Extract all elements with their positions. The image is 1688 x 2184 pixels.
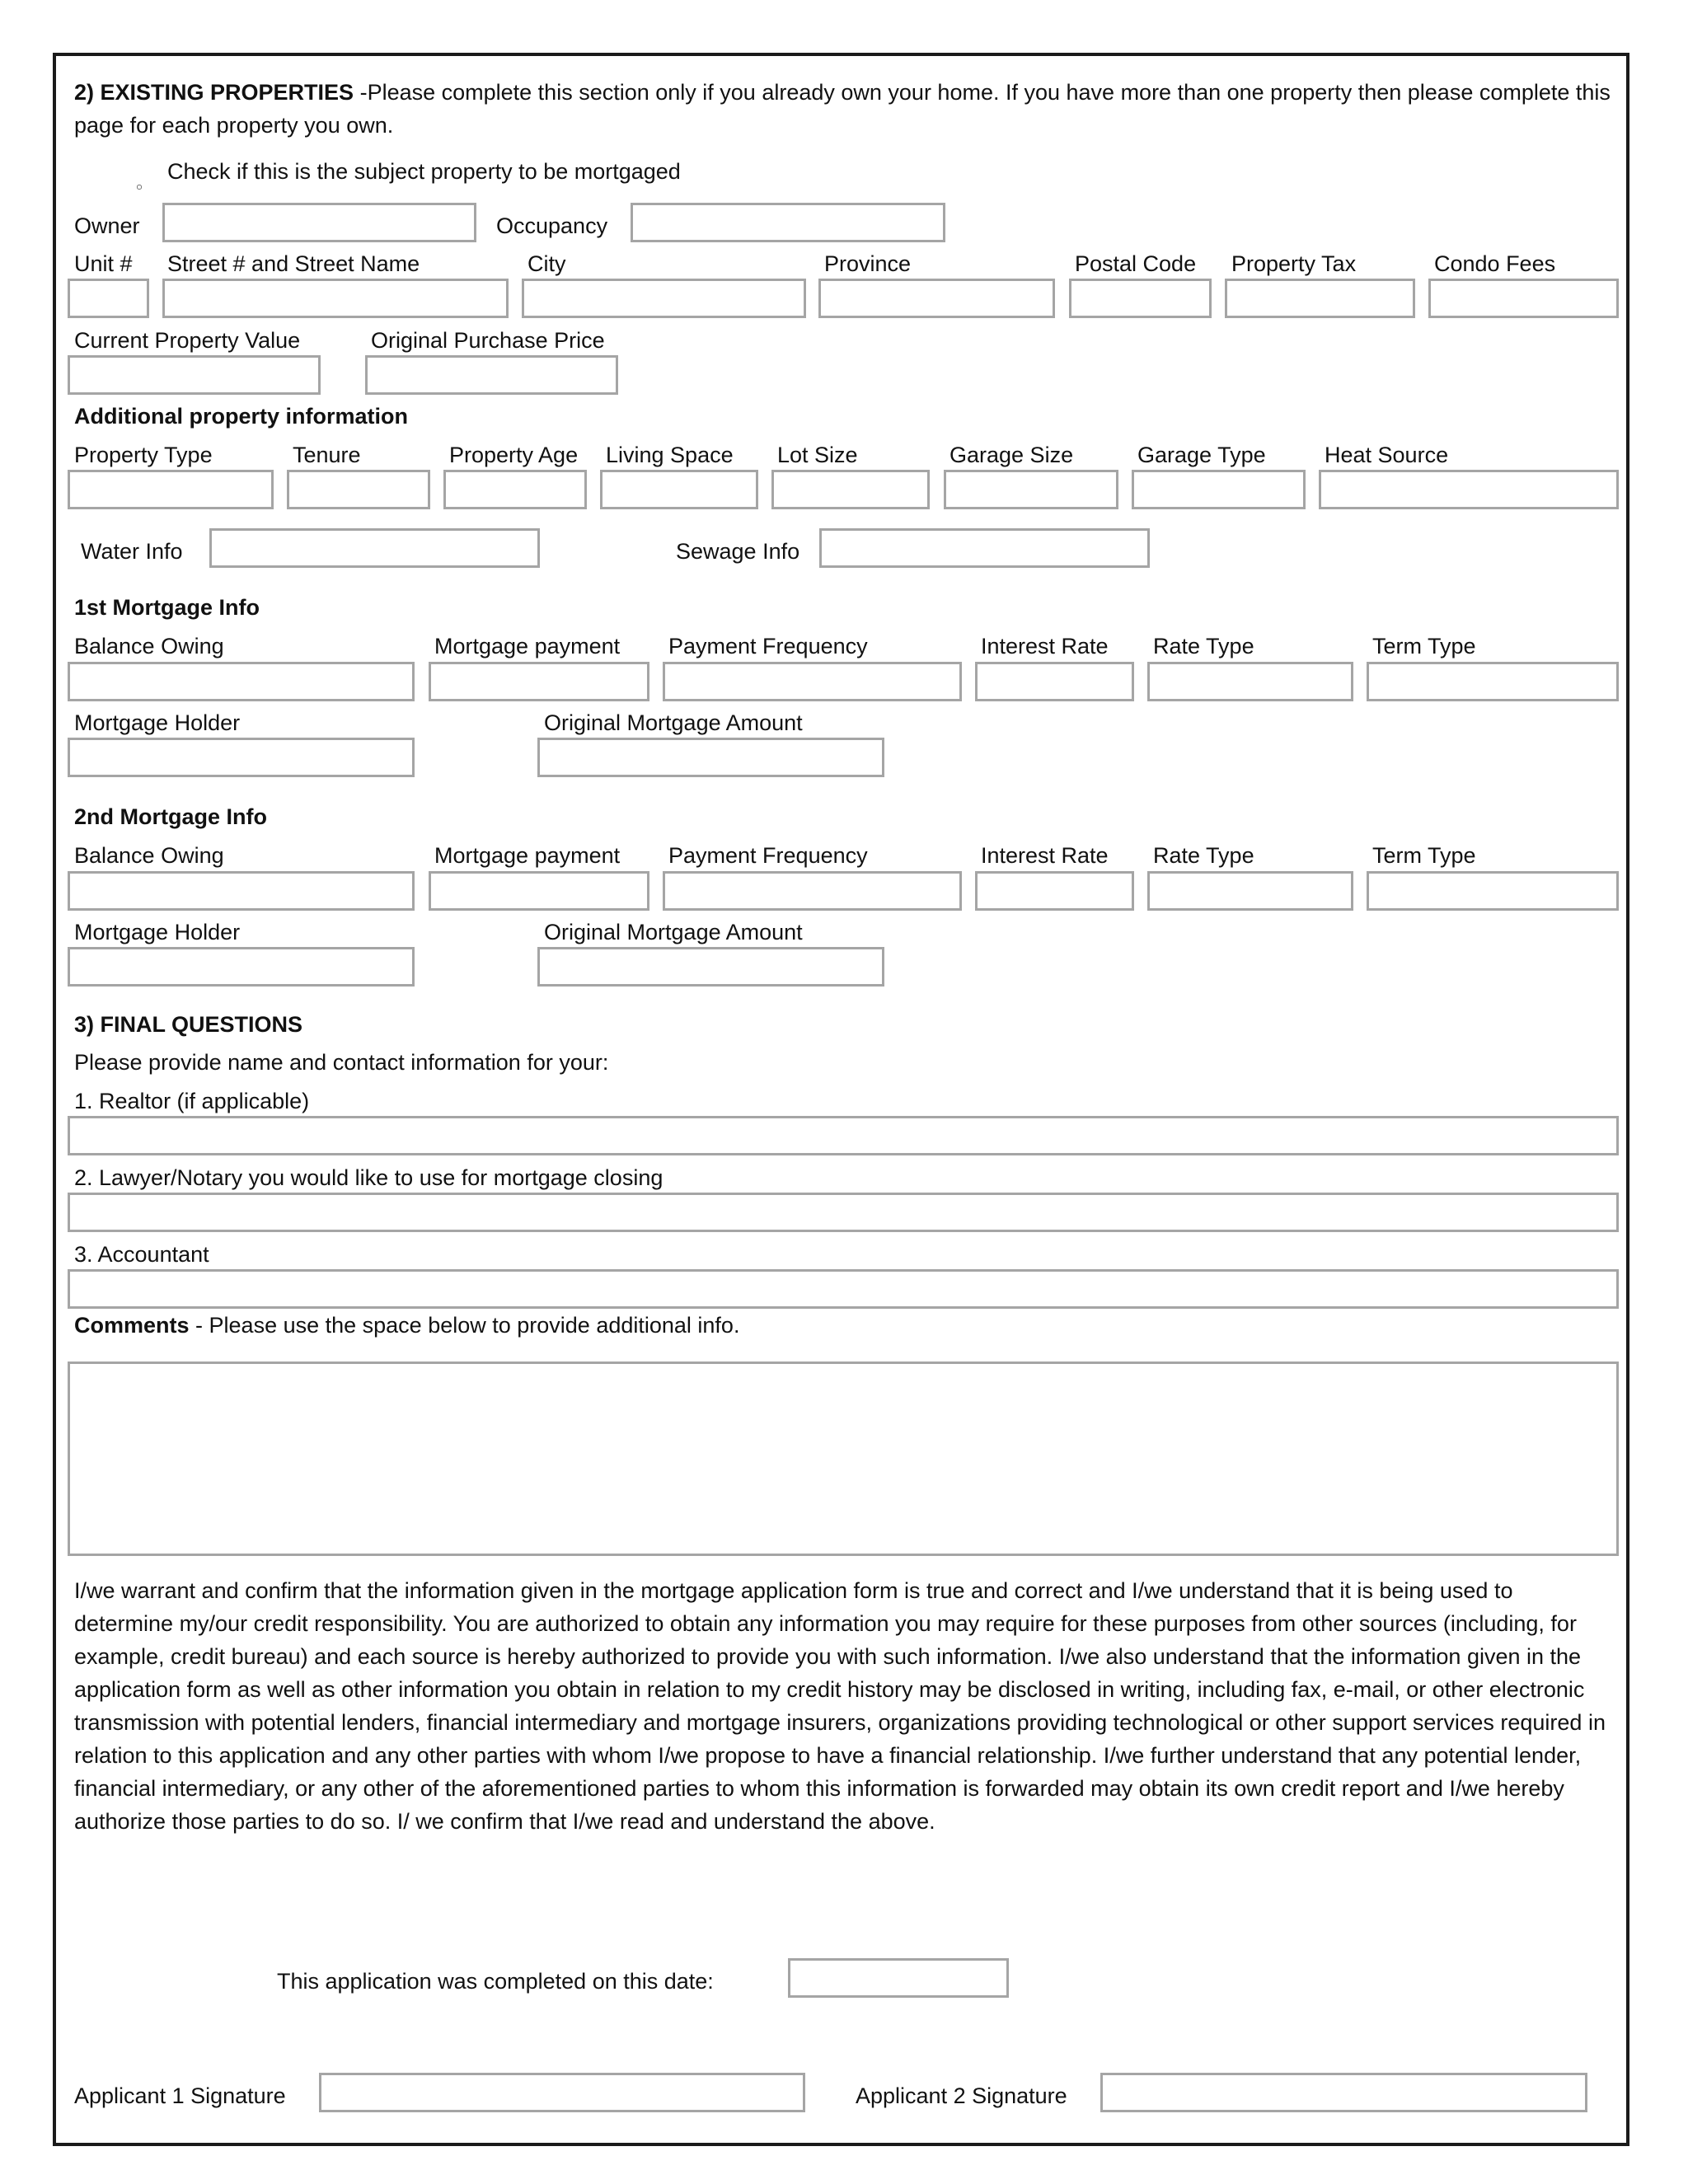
heat-source-field[interactable] [1319,470,1619,509]
m2-balance-label: Balance Owing [74,843,224,868]
heat-source-label: Heat Source [1325,443,1449,467]
water-info-label: Water Info [81,539,183,564]
lawyer-label: 2. Lawyer/Notary you would like to use for mortgage closing [74,1165,663,1190]
accountant-field[interactable] [68,1269,1619,1309]
mortgage1-heading: 1st Mortgage Info [74,595,260,620]
purchase-price-label: Original Purchase Price [371,328,605,353]
m1-original-amount-field[interactable] [537,738,884,777]
m1-term-type-field[interactable] [1367,662,1619,701]
m1-balance-field[interactable] [68,662,415,701]
owner-field[interactable] [162,203,476,242]
completion-date-field[interactable] [788,1958,1009,1998]
sewage-info-label: Sewage Info [676,539,800,564]
city-label: City [528,251,566,276]
contact-prompt: Please provide name and contact information for your: [74,1050,609,1075]
lot-size-field[interactable] [771,470,930,509]
current-value-field[interactable] [68,355,321,395]
property-tax-field[interactable] [1225,279,1415,318]
tenure-field[interactable] [287,470,430,509]
m2-term-type-label: Term Type [1372,843,1476,868]
lot-size-label: Lot Size [777,443,858,467]
applicant1-signature-label: Applicant 1 Signature [74,2083,286,2108]
m1-rate-type-label: Rate Type [1153,634,1254,658]
property-type-field[interactable] [68,470,274,509]
subject-property-label: Check if this is the subject property to be mortgaged [167,159,681,184]
m1-original-amount-label: Original Mortgage Amount [544,710,803,735]
m1-term-type-label: Term Type [1372,634,1476,658]
garage-size-field[interactable] [944,470,1118,509]
street-label: Street # and Street Name [167,251,420,276]
city-field[interactable] [522,279,806,318]
applicant2-signature-field[interactable] [1100,2073,1587,2112]
subject-property-checkbox[interactable] [132,185,147,190]
tenure-label: Tenure [293,443,361,467]
province-field[interactable] [818,279,1055,318]
m2-rate-type-label: Rate Type [1153,843,1254,868]
realtor-field[interactable] [68,1116,1619,1155]
unit-label: Unit # [74,251,133,276]
m1-payment-field[interactable] [429,662,649,701]
m1-frequency-label: Payment Frequency [668,634,868,658]
m1-holder-label: Mortgage Holder [74,710,241,735]
m1-rate-label: Interest Rate [981,634,1109,658]
applicant2-signature-label: Applicant 2 Signature [856,2083,1067,2108]
property-type-label: Property Type [74,443,213,467]
lawyer-field[interactable] [68,1193,1619,1232]
accountant-label: 3. Accountant [74,1242,209,1267]
property-age-field[interactable] [443,470,587,509]
postal-code-field[interactable] [1069,279,1212,318]
m1-balance-label: Balance Owing [74,634,224,658]
m1-holder-field[interactable] [68,738,415,777]
m2-balance-field[interactable] [68,871,415,911]
mortgage2-heading: 2nd Mortgage Info [74,804,267,829]
m2-original-amount-field[interactable] [537,947,884,987]
section2-intro-text: -Please complete this section only if you already own your home. If you have more than one property then please complete this page for each property you own. [74,80,1611,138]
section3-title: 3) FINAL QUESTIONS [74,1012,303,1037]
completion-date-label: This application was completed on this date: [277,1969,714,1994]
m2-rate-label: Interest Rate [981,843,1109,868]
comments-prompt: - Please use the space below to provide additional info. [189,1313,740,1338]
m1-frequency-field[interactable] [663,662,962,701]
street-field[interactable] [162,279,509,318]
garage-type-label: Garage Type [1137,443,1266,467]
condo-fees-field[interactable] [1428,279,1619,318]
m2-frequency-field[interactable] [663,871,962,911]
sewage-info-field[interactable] [819,528,1150,568]
section2-title: 2) EXISTING PROPERTIES [74,80,354,105]
water-info-field[interactable] [209,528,540,568]
m2-rate-type-field[interactable] [1147,871,1353,911]
disclaimer-text: I/we warrant and confirm that the information given in the mortgage application form is true and correct and I/we understand that it is being used to determine my/our credit responsibility. You are authorized to obtain any information you may require for these purposes from other sources (including, for example, credit bureau) and each source is hereby authorized to provide you with such information. I/we also understand that the information given in the application form as well as other information you obtain in relation to my credit history may be disclosed in writing, including fax, e-mail, or other electronic transmission with potential lenders, financial intermediary and mortgage insurers, organizations providing technological or other support services required in relation to this application and any other parties with whom I/we propose to have a financial relationship. I/we further understand that any potential lender, financial intermediary, or any other of the aforementioned parties to whom this information is forwarded may obtain its own credit report and I/we hereby authorize those parties to do so. I/ we confirm that I/we read and understand the above. [74,1578,1606,1834]
m2-payment-field[interactable] [429,871,649,911]
purchase-price-field[interactable] [365,355,618,395]
comments-heading [74,1312,739,1338]
garage-type-field[interactable] [1132,470,1306,509]
unit-field[interactable] [68,279,149,318]
property-tax-label: Property Tax [1231,251,1357,276]
province-label: Province [824,251,912,276]
living-space-field[interactable] [600,470,758,509]
comments-title: Comments [74,1313,190,1338]
m1-payment-label: Mortgage payment [434,634,621,658]
occupancy-field[interactable] [631,203,945,242]
m2-rate-field[interactable] [975,871,1134,911]
condo-fees-label: Condo Fees [1434,251,1556,276]
living-space-label: Living Space [606,443,734,467]
owner-label: Owner [74,213,140,238]
occupancy-label: Occupancy [496,213,608,238]
m1-rate-field[interactable] [975,662,1134,701]
m2-term-type-field[interactable] [1367,871,1619,911]
garage-size-label: Garage Size [950,443,1074,467]
applicant1-signature-field[interactable] [319,2073,805,2112]
m2-payment-label: Mortgage payment [434,843,621,868]
comments-field[interactable] [68,1361,1619,1556]
additional-heading: Additional property information [74,404,408,429]
realtor-label: 1. Realtor (if applicable) [74,1089,310,1113]
property-age-label: Property Age [449,443,579,467]
m2-frequency-label: Payment Frequency [668,843,868,868]
m1-rate-type-field[interactable] [1147,662,1353,701]
m2-original-amount-label: Original Mortgage Amount [544,920,803,944]
postal-code-label: Postal Code [1075,251,1197,276]
m2-holder-label: Mortgage Holder [74,920,241,944]
m2-holder-field[interactable] [68,947,415,987]
current-value-label: Current Property Value [74,328,301,353]
section2-intro [74,76,1615,142]
